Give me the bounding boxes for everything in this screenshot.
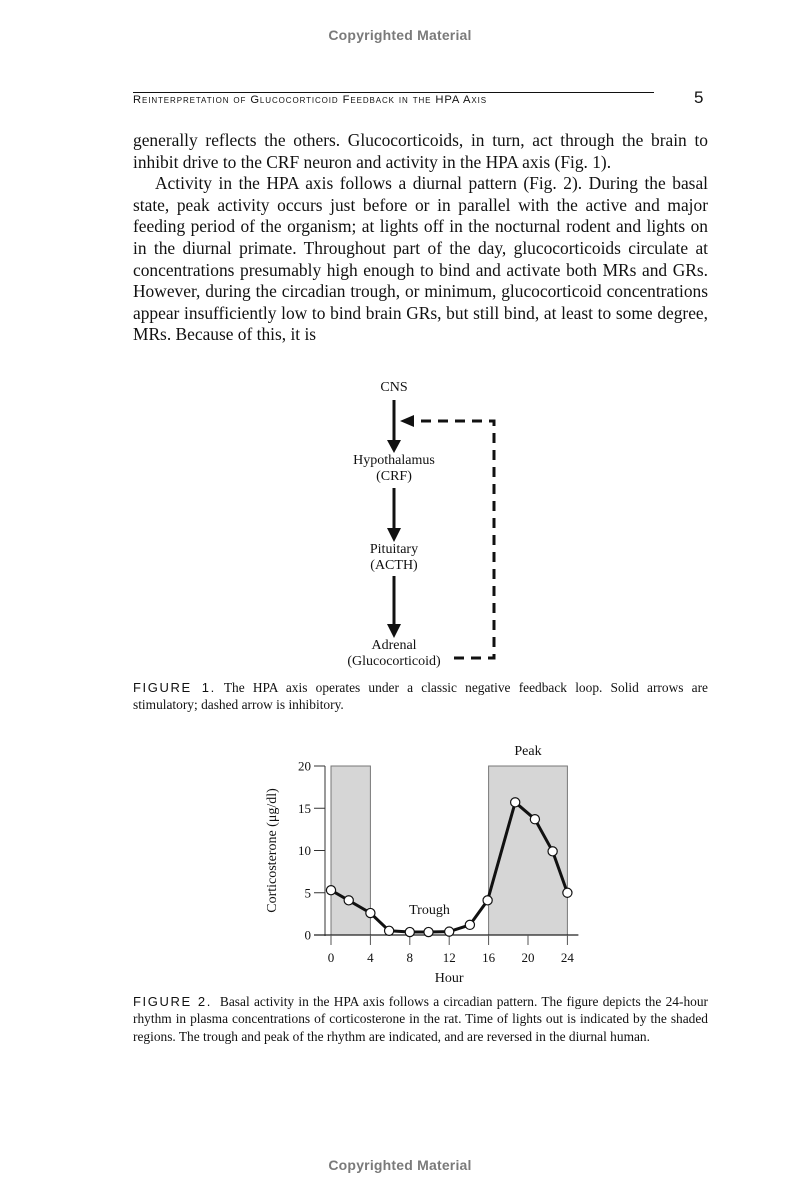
arrow-head-down-icon [387, 528, 401, 542]
paragraph-2: Activity in the HPA axis follows a diurnal pattern (Fig. 2). During the basal state, peak activity occurs just before or in parallel with the active and major feeding period of the organism; at lights off in the nocturnal rodent and lights on in the diurnal primate. Throughout part of the day, glucocorticoids circulate at concentrations presumably high enough to bind and activate both MRs and GRs. However, during the circadian trough, or minimum, glucocorticoid concentrations appear insufficiently low to bind brain GRs, but still bind, at least to some degree, MRs. Because of this, it is [133, 173, 708, 345]
body-text [133, 130, 708, 346]
data-point-marker [483, 896, 492, 905]
figure-1-hpa-diagram [330, 370, 530, 675]
x-tick-label: 8 [406, 950, 414, 965]
data-point-marker [385, 926, 394, 935]
figure-1-caption [133, 679, 708, 714]
corticosterone-line-chart [255, 740, 595, 990]
arrow-head-left-icon [400, 415, 414, 427]
figure-2-caption [133, 993, 708, 1045]
copyright-watermark-bottom: Copyrighted Material [328, 1157, 472, 1173]
data-point-marker [366, 908, 375, 917]
node-adrenal [334, 638, 454, 670]
x-tick-label: 20 [521, 950, 535, 965]
data-point-marker [326, 886, 335, 895]
x-tick-label: 12 [442, 950, 456, 965]
figure-1-caption-text: The HPA axis operates under a classic negative feedback loop. Solid arrows are stimulatory; dashed arrow is inhibitory. [133, 680, 709, 713]
data-point-marker [424, 927, 433, 936]
annotation-trough: Trough [409, 902, 450, 918]
y-tick-label: 0 [304, 927, 311, 943]
figure-2-chart [255, 740, 595, 990]
x-tick-label: 24 [560, 950, 574, 965]
data-point-marker [511, 798, 520, 807]
data-point-marker [405, 927, 414, 936]
node-adrenal-label: Adrenal [371, 638, 417, 653]
node-cns-label: CNS [380, 380, 408, 395]
running-head-title: Reinterpretation of Glucocorticoid Feedback in the HPA Axis [133, 92, 654, 106]
node-hypothalamus-label: Hypothalamus [353, 453, 435, 468]
data-point-marker [465, 920, 474, 929]
data-point-marker [344, 896, 353, 905]
y-tick-label: 5 [304, 885, 311, 901]
data-point-marker [563, 888, 572, 897]
figure-1-label: FIGURE 1. [133, 680, 216, 695]
x-tick-label: 16 [482, 950, 496, 965]
arrow-head-down-icon [387, 440, 401, 453]
feedback-arrows-graphic [330, 370, 530, 675]
arrow-head-down-icon [387, 624, 401, 638]
node-pituitary-label: Pituitary [369, 542, 419, 557]
y-tick-label: 20 [298, 758, 311, 774]
node-adrenal-hormone: (Glucocorticoid) [347, 654, 441, 669]
node-cns [354, 380, 434, 396]
figure-2-caption-text: Basal activity in the HPA axis follows a circadian pattern. The figure depicts the 24-hour rhythm in plasma concentrations of corticosterone in the rat. Time of lights out is indicated by the shaded regions. The trough and peak of the rhythm are indicated, and are reversed in the diurnal human. [133, 994, 708, 1044]
node-pituitary-hormone: (ACTH) [370, 558, 418, 573]
paragraph-1: generally reflects the others. Glucocorticoids, in turn, act through the brain to inhibit drive to the CRF neuron and activity in the HPA axis (Fig. 1). [133, 130, 708, 172]
y-tick-label: 10 [298, 843, 311, 858]
y-axis-label: Corticosterone (μg/dl) [265, 788, 280, 913]
node-hypothalamus-hormone: (CRF) [376, 469, 412, 484]
page-number: 5 [694, 88, 704, 107]
figure-2-label: FIGURE 2. [133, 994, 212, 1009]
data-point-marker [530, 815, 539, 824]
y-tick-label: 15 [298, 800, 311, 816]
annotation-peak: Peak [514, 744, 542, 760]
node-pituitary [334, 542, 454, 574]
x-tick-label: 0 [327, 950, 335, 965]
data-point-marker [548, 847, 557, 856]
x-tick-label: 4 [367, 950, 374, 965]
x-axis-label: Hour [434, 971, 464, 986]
data-point-marker [445, 927, 454, 936]
node-hypothalamus [334, 453, 454, 485]
copyright-watermark-top: Copyrighted Material [328, 27, 472, 43]
